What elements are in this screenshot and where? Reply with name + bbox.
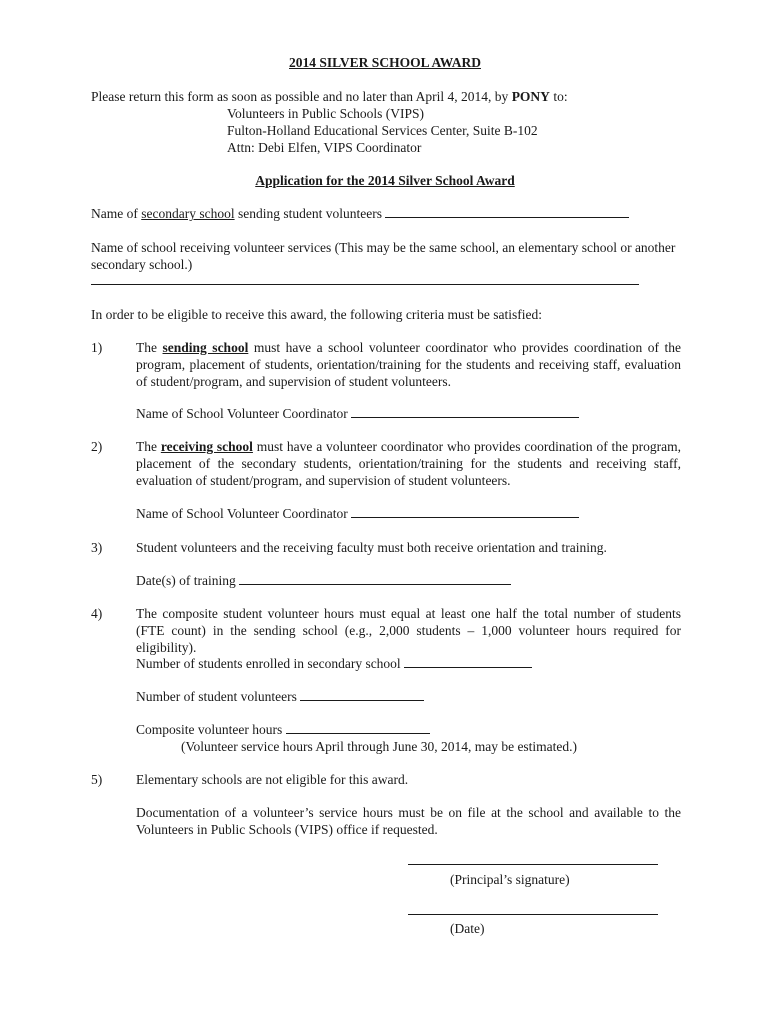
return-instructions-suffix: to: (549, 89, 568, 104)
criterion-4-text: The composite student volunteer hours must equal at least one half the total number of students (FTE count) in the sending school (e.g., 2,000 students – 1,000 volunteer hours required for eligibility). (136, 606, 681, 655)
coordinator-2-label: Name of School Volunteer Coordinator (136, 506, 348, 521)
criterion-2-number: 2) (91, 439, 103, 454)
student-volunteers-label: Number of student volunteers (136, 689, 297, 704)
student-volunteers-input[interactable] (300, 688, 424, 701)
criterion-1-text (136, 339, 681, 390)
coordinator-1-input[interactable] (351, 405, 579, 418)
address-line-1: Volunteers in Public Schools (VIPS) (227, 106, 425, 121)
students-enrolled-field (136, 655, 532, 672)
date-line[interactable] (408, 914, 658, 915)
criterion-5-number: 5) (91, 772, 103, 787)
student-volunteers-field (136, 688, 424, 705)
return-instructions (91, 88, 568, 105)
criterion-3-field (136, 572, 511, 589)
criterion-1-pre: The (136, 340, 163, 355)
secondary-school-emph: secondary school (141, 206, 235, 221)
pony-label: PONY (511, 89, 550, 104)
documentation-note: Documentation of a volunteer’s service hours must be on file at the school and available to the Volunteers in Public Schools (VIPS) office if requested. (136, 805, 681, 837)
receiving-school-label-1: Name of school receiving volunteer services (This may be the same school, an elementary school or another (91, 240, 676, 255)
date-label: (Date) (450, 921, 485, 936)
criteria-intro: In order to be eligible to receive this award, the following criteria must be satisfied: (91, 307, 542, 322)
criterion-4-number: 4) (91, 606, 103, 621)
volunteer-hours-note: (Volunteer service hours April through June 30, 2014, may be estimated.) (181, 739, 578, 754)
volunteer-hours-input[interactable] (286, 721, 430, 734)
criterion-5-text: Elementary schools are not eligible for this award. (136, 772, 409, 787)
criterion-3-text: Student volunteers and the receiving faculty must both receive orientation and training. (136, 540, 607, 555)
secondary-school-label: Name of (91, 206, 142, 221)
training-dates-label: Date(s) of training (136, 573, 236, 588)
return-instructions-text: Please return this form as soon as possible and no later than April 4, 2014, by (91, 89, 512, 104)
criterion-2-text (136, 438, 681, 489)
receiving-school-label-2: secondary school.) (91, 257, 193, 272)
address-line-3: Attn: Debi Elfen, VIPS Coordinator (227, 140, 422, 155)
principal-signature-line[interactable] (408, 864, 658, 865)
coordinator-1-label: Name of School Volunteer Coordinator (136, 406, 348, 421)
criterion-1-post: must have a school volunteer coordinator who provides coordination of the program, placement of students, orientation/training for the students and receiving staff, evaluation of student/program, and supervision of student volunteers. (136, 340, 681, 389)
criterion-1-number: 1) (91, 340, 103, 355)
secondary-school-input[interactable] (385, 205, 629, 218)
criterion-1-field (136, 405, 579, 422)
criterion-2-post: must have a volunteer coordinator who provides coordination of the program, placement of the secondary students, orientation/training for the students and receiving staff, evaluation of student/program, and supervision of student volunteers. (136, 439, 681, 488)
volunteer-hours-field (136, 721, 430, 738)
principal-signature-label: (Principal’s signature) (450, 872, 570, 887)
secondary-school-field (91, 205, 629, 222)
criterion-2-field (136, 505, 579, 522)
address-line-2: Fulton-Holland Educational Services Center, Suite B-102 (227, 123, 538, 138)
secondary-school-label-suffix: sending student volunteers (234, 206, 382, 221)
students-enrolled-input[interactable] (404, 655, 532, 668)
receiving-school-input[interactable] (91, 284, 639, 285)
coordinator-2-input[interactable] (351, 505, 579, 518)
sending-school-emph: sending school (162, 340, 249, 355)
training-dates-input[interactable] (239, 572, 511, 585)
receiving-school-emph: receiving school (160, 439, 253, 454)
criterion-3-number: 3) (91, 540, 103, 555)
application-subtitle: Application for the 2014 Silver School Award (255, 173, 515, 188)
criterion-2-pre: The (136, 439, 161, 454)
students-enrolled-label: Number of students enrolled in secondary school (136, 656, 401, 671)
volunteer-hours-label: Composite volunteer hours (136, 722, 283, 737)
form-title: 2014 SILVER SCHOOL AWARD (289, 55, 481, 70)
